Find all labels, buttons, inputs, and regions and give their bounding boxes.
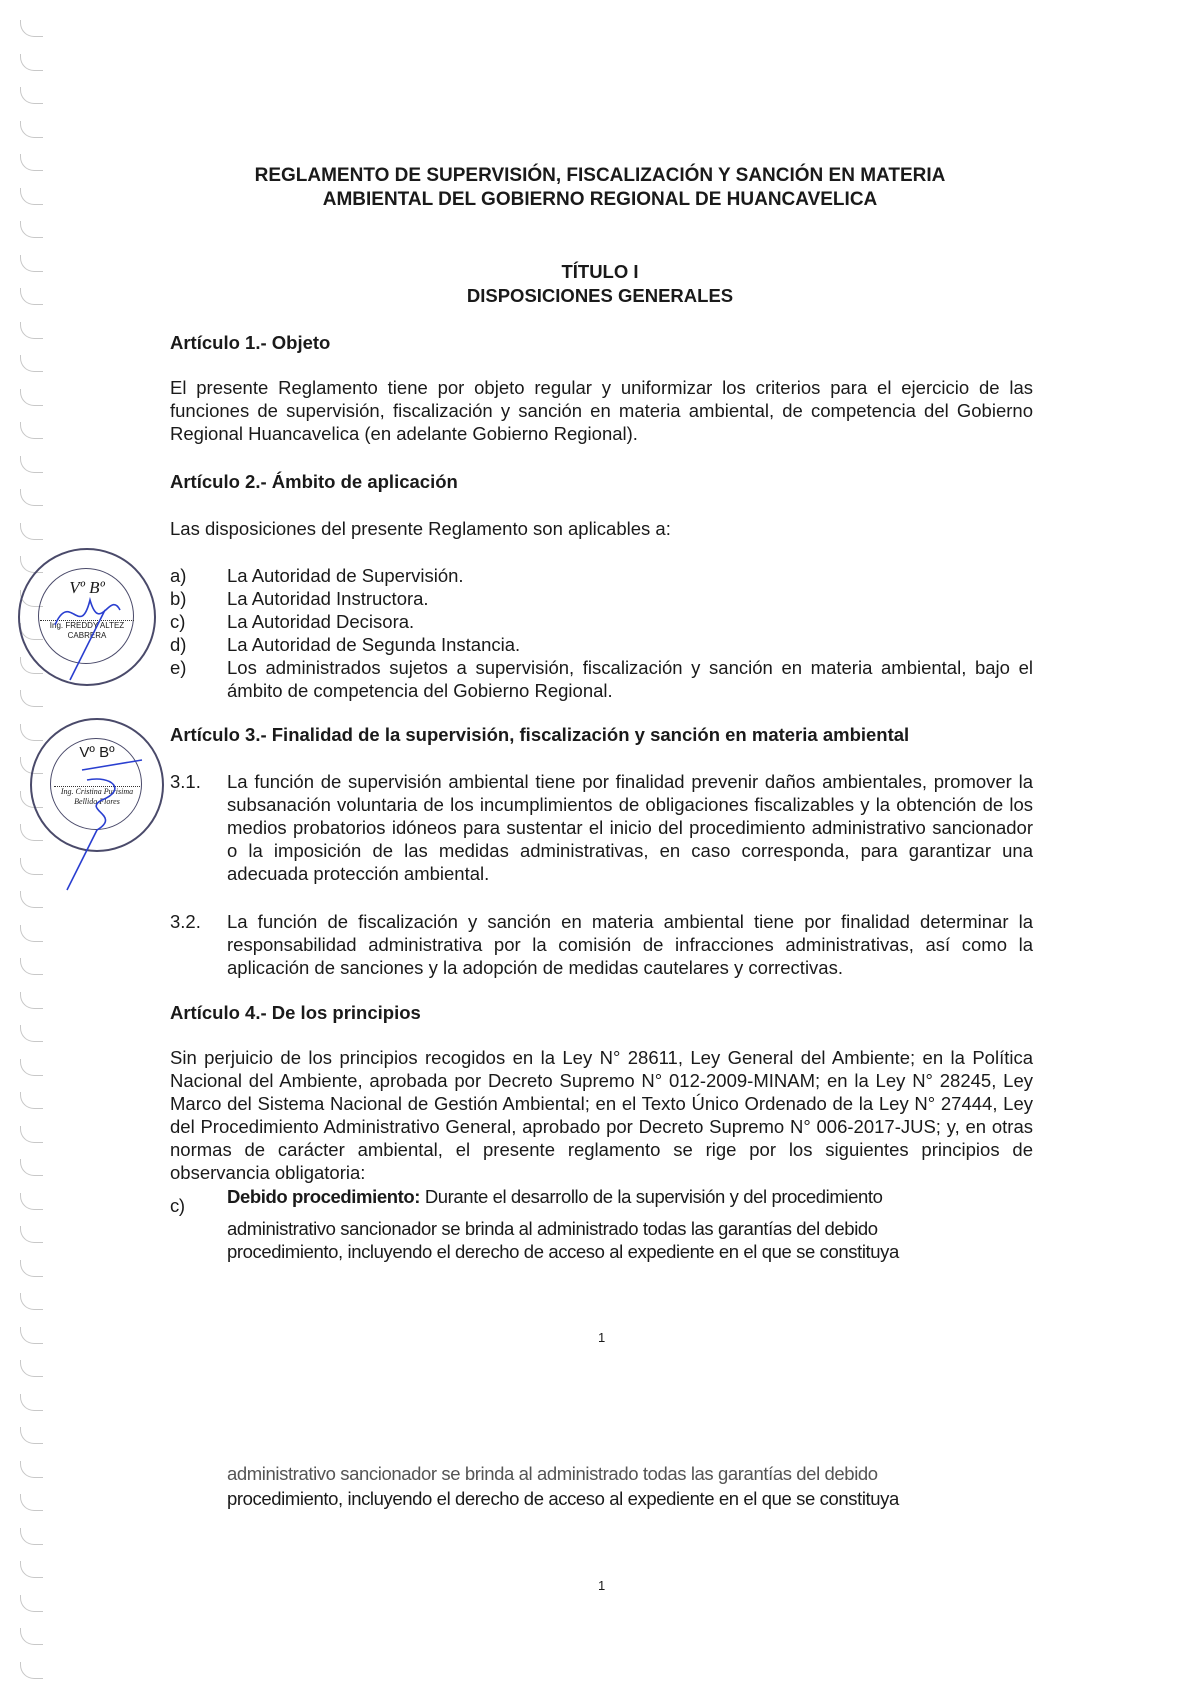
duplicate-fragment: [170, 1487, 1033, 1510]
binding-hole: [20, 87, 43, 104]
binding-hole: [20, 489, 43, 506]
fragment-item: [170, 1186, 1033, 1263]
article-2-list: [170, 564, 1033, 702]
binding-hole: [20, 1126, 43, 1143]
item-marker: e): [170, 657, 187, 678]
titulo-label: TÍTULO I: [561, 261, 639, 282]
article-4-heading: Artículo 4.- De los principios: [170, 1002, 421, 1023]
item-marker: 3.1.: [170, 771, 201, 792]
list-item: [170, 564, 1033, 587]
item-text: La Autoridad Instructora.: [227, 588, 429, 609]
binding-hole: [20, 958, 43, 975]
binding-hole: [20, 255, 43, 272]
list-item: [170, 587, 1033, 610]
stamp-vb: Vº Bº: [79, 744, 115, 761]
list-item: [170, 610, 1033, 633]
item-marker: c): [170, 1195, 185, 1216]
item-marker: b): [170, 588, 187, 609]
binding-hole: [20, 54, 43, 71]
stamp-vb: Vº Bº: [69, 578, 105, 597]
fragment-line-1: Durante el desarrollo de la supervisión y del procedimiento: [424, 1186, 883, 1207]
binding-hole: [20, 724, 43, 741]
approval-stamp: [18, 548, 156, 686]
binding-hole: [20, 824, 43, 841]
binding-hole: [20, 288, 43, 305]
page-number-duplicate: 1: [598, 1578, 606, 1593]
binding-hole: [20, 1561, 43, 1578]
binding-hole: [20, 221, 43, 238]
list-item: [170, 656, 1033, 702]
signature-icon: [42, 740, 152, 890]
duplicate-fragment-cut: [170, 1463, 1033, 1486]
article-3-item: [170, 910, 1033, 979]
item-marker: c): [170, 611, 186, 632]
fragment-line-3-dup: procedimiento, incluyendo el derecho de acceso al expediente en el que se constituya: [227, 1488, 899, 1509]
binding-hole: [20, 891, 43, 908]
binding-hole: [20, 1059, 43, 1076]
binding-hole: [20, 992, 43, 1009]
list-item: [170, 633, 1033, 656]
item-text: La Autoridad de Segunda Instancia.: [227, 634, 521, 655]
signature-icon: [50, 580, 140, 690]
binding-hole: [20, 1159, 43, 1176]
binding-hole: [20, 20, 43, 37]
binding-hole: [20, 1327, 43, 1344]
binding-hole: [20, 154, 43, 171]
item-text: La Autoridad de Supervisión.: [227, 565, 464, 586]
binding-hole: [20, 1260, 43, 1277]
binding-hole: [20, 1494, 43, 1511]
stamp-signer: Ing. FREDDY ALTEZ CABRERA: [40, 620, 134, 641]
section-title: [150, 260, 1050, 308]
article-2-intro: Las disposiciones del presente Reglamento son aplicables a:: [170, 518, 671, 539]
titulo-name: DISPOSICIONES GENERALES: [466, 285, 734, 306]
binding-hole: [20, 188, 43, 205]
binding-hole: [20, 1394, 43, 1411]
binding-hole: [20, 389, 43, 406]
binding-hole: [20, 523, 43, 540]
article-3-item: [170, 770, 1033, 885]
binding-hole: [20, 355, 43, 372]
binding-hole: [20, 456, 43, 473]
fragment-line-2: administrativo sancionador se brinda al administrado todas las garantías del debido: [227, 1218, 878, 1239]
article-1-text: El presente Reglamento tiene por objeto regular y uniformizar los criterios para el ejercicio de las funciones de supervisión, fiscalización y sanción en materia ambiental, de competencia del Gobierno Regional Huancavelica (en adelante Gobierno Regional).: [170, 377, 1033, 444]
binding-hole: [20, 1193, 43, 1210]
title-line-1: REGLAMENTO DE SUPERVISIÓN, FISCALIZACIÓN Y SANCIÓN EN MATERIA: [254, 165, 946, 186]
title-line-2: AMBIENTAL DEL GOBIERNO REGIONAL DE HUANCAVELICA: [322, 189, 878, 210]
binding-hole: [20, 925, 43, 942]
item-marker: 3.2.: [170, 911, 201, 932]
binding-hole: [20, 1427, 43, 1444]
item-text: Los administrados sujetos a supervisión, fiscalización y sanción en materia ambiental, bajo el ámbito de competencia del Gobierno Regional.: [227, 657, 1033, 701]
article-3-heading: Artículo 3.- Finalidad de la supervisión, fiscalización y sanción en materia ambiental: [170, 724, 910, 745]
stamp-signer: Ing. Cristina Purisima Bellido Flores: [54, 786, 140, 807]
article-4-text: Sin perjuicio de los principios recogidos en la Ley N° 28611, Ley General del Ambiente; en la Política Nacional del Ambiente, aprobada por Decreto Supremo N° 012-2009-MINAM; en la Ley N° 28245, Ley Marco del Sistema Nacional de Gestión Ambiental; en el Texto Único Ordenado de la Ley N° 27444, Ley del Procedimiento Administrativo General, aprobado por Decreto Supremo N° 006-2017-JUS; y, en otras normas de carácter ambiental, el presente reglamento se rige por los siguientes principios de observancia obligatoria:: [170, 1047, 1033, 1183]
binding-hole: [20, 1025, 43, 1042]
binding-hole: [20, 121, 43, 138]
binding-hole: [20, 690, 43, 707]
item-text: La Autoridad Decisora.: [227, 611, 415, 632]
binding-hole: [20, 322, 43, 339]
approval-stamp: [30, 718, 164, 852]
binding-hole: [20, 1628, 43, 1645]
document-title: [150, 164, 1050, 212]
article-1-heading: Artículo 1.- Objeto: [170, 332, 331, 353]
item-text: La función de fiscalización y sanción en materia ambiental tiene por finalidad determinar la responsabilidad administrativa por la comisión de infracciones administrativas, así como la aplicación de sanciones y la adopción de medidas cautelares y correctivas.: [227, 911, 1033, 978]
binding-hole: [20, 1528, 43, 1545]
item-marker: a): [170, 565, 187, 586]
binding-hole: [20, 1092, 43, 1109]
fragment-line-2-dup: administrativo sancionador se brinda al administrado todas las garantías del debido: [227, 1463, 878, 1484]
binding-hole: [20, 1293, 43, 1310]
binding-hole: [20, 1662, 43, 1679]
binding-hole: [20, 858, 43, 875]
principle-name: Debido procedimiento:: [227, 1186, 421, 1207]
binding-hole: [20, 422, 43, 439]
binding-hole: [20, 1461, 43, 1478]
binding-hole: [20, 1595, 43, 1612]
binding-hole: [20, 1226, 43, 1243]
item-marker: d): [170, 634, 187, 655]
page-number: 1: [598, 1330, 606, 1345]
article-2-heading: Artículo 2.- Ámbito de aplicación: [170, 471, 458, 492]
fragment-line-3: procedimiento, incluyendo el derecho de acceso al expediente en el que se constituya: [227, 1241, 899, 1262]
item-text: La función de supervisión ambiental tiene por finalidad prevenir daños ambientales, promover la subsanación voluntaria de los incumplimientos de obligaciones fiscalizables y la obtención de los medios probatorios idóneos para sustentar el inicio del procedimiento administrativo sancionador o la imposición de las medidas administrativas, en caso corresponda, para garantizar una adecuada protección ambiental.: [227, 771, 1033, 884]
binding-hole: [20, 1360, 43, 1377]
